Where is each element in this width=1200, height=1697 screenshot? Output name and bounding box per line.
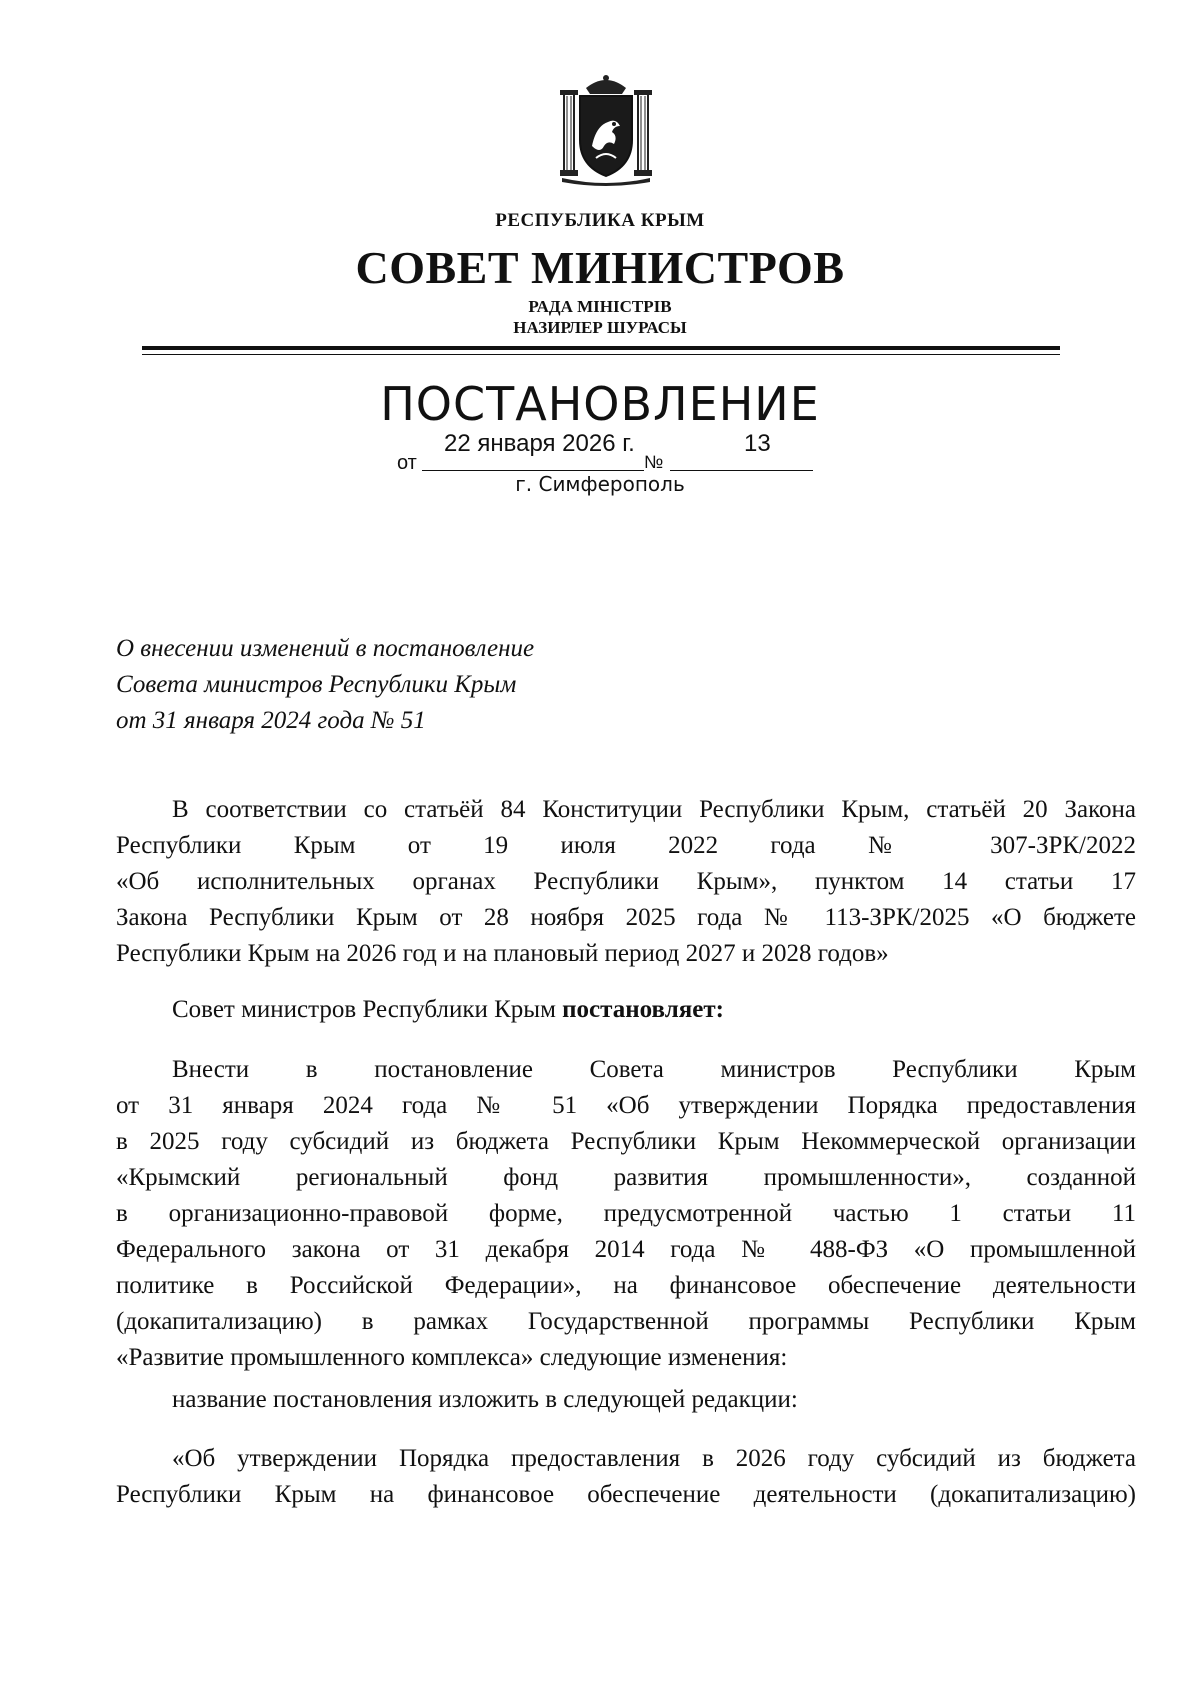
date-underline (422, 470, 644, 471)
paragraph-line: политике в Российской Федерации», на финансовое обеспечение деятельности (116, 1272, 1136, 1299)
council-name-ua: РАДА МІНІСТРІВ (528, 297, 672, 316)
number-prefix: № (644, 452, 664, 472)
paragraph-line: Республики Крым на 2026 год и на плановый период 2027 и 2028 годов» (116, 940, 889, 967)
paragraph-title-change: название постановления изложить в следующей редакции: (172, 1386, 798, 1413)
paragraph-new-title (116, 1441, 1136, 1513)
document-number: 13 (744, 430, 771, 457)
paragraph-legal-basis (116, 792, 1136, 972)
document-city: г. Симферополь (515, 472, 685, 496)
council-name: СОВЕТ МИНИСТРОВ (355, 242, 845, 293)
paragraph-line: Республики Крым на финансовое обеспечение деятельности (докапитализацию) (116, 1481, 1136, 1508)
paragraph-line: «Об исполнительных органах Республики Крым», пунктом 14 статьи 17 (116, 868, 1136, 895)
paragraph-line: «Крымский региональный фонд развития промышленности», созданной (116, 1164, 1136, 1191)
paragraph-line: В соответствии со статьёй 84 Конституции Республики Крым, статьёй 20 Закона (172, 796, 1136, 823)
paragraph-line: «Развитие промышленного комплекса» следующие изменения: (116, 1344, 788, 1371)
number-underline (670, 470, 813, 471)
title-line: О внесении изменений в постановление (116, 635, 535, 662)
council-name-crh: НАЗИРЛЕР ШУРАСЫ (513, 318, 687, 337)
header-divider-thin (142, 354, 1060, 355)
paragraph-line: Внести в постановление Совета министров Республики Крым (172, 1056, 1136, 1083)
resolves-text: Совет министров Республики Крым (172, 996, 563, 1023)
header-divider-thick (142, 346, 1060, 350)
title-line: от 31 января 2024 года № 51 (116, 707, 426, 734)
paragraph-line: Закона Республики Крым от 28 ноября 2025 года № 113-ЗРК/2025 «О бюджете (116, 904, 1136, 931)
paragraph-line: «Об утверждении Порядка предоставления в 2026 году субсидий из бюджета (172, 1445, 1136, 1472)
document-type: ПОСТАНОВЛЕНИЕ (380, 377, 820, 431)
date-prefix: от (397, 452, 417, 474)
resolves-bold: постановляет: (562, 996, 724, 1023)
crimea-coat-of-arms-icon (556, 70, 656, 188)
paragraph-line: в 2025 году субсидий из бюджета Республики Крым Некоммерческой организации (116, 1128, 1136, 1155)
paragraph-line: (докапитализацию) в рамках Государственной программы Республики Крым (116, 1308, 1136, 1335)
document-title (116, 631, 534, 739)
paragraph-line: Федерального закона от 31 декабря 2014 года № 488-ФЗ «О промышленной (116, 1236, 1136, 1263)
title-line: Совета министров Республики Крым (116, 671, 517, 698)
paragraph-resolves (116, 992, 1136, 1028)
paragraph-line: от 31 января 2024 года № 51 «Об утверждении Порядка предоставления (116, 1092, 1136, 1119)
paragraph-amendments (116, 1052, 1136, 1376)
paragraph-line: Республики Крым от 19 июля 2022 года № 307-ЗРК/2022 (116, 832, 1136, 859)
paragraph-line: в организационно-правовой форме, предусмотренной частью 1 статьи 11 (116, 1200, 1136, 1227)
republic-name: РЕСПУБЛИКА КРЫМ (495, 210, 705, 231)
document-date: 22 января 2026 г. (444, 430, 635, 457)
